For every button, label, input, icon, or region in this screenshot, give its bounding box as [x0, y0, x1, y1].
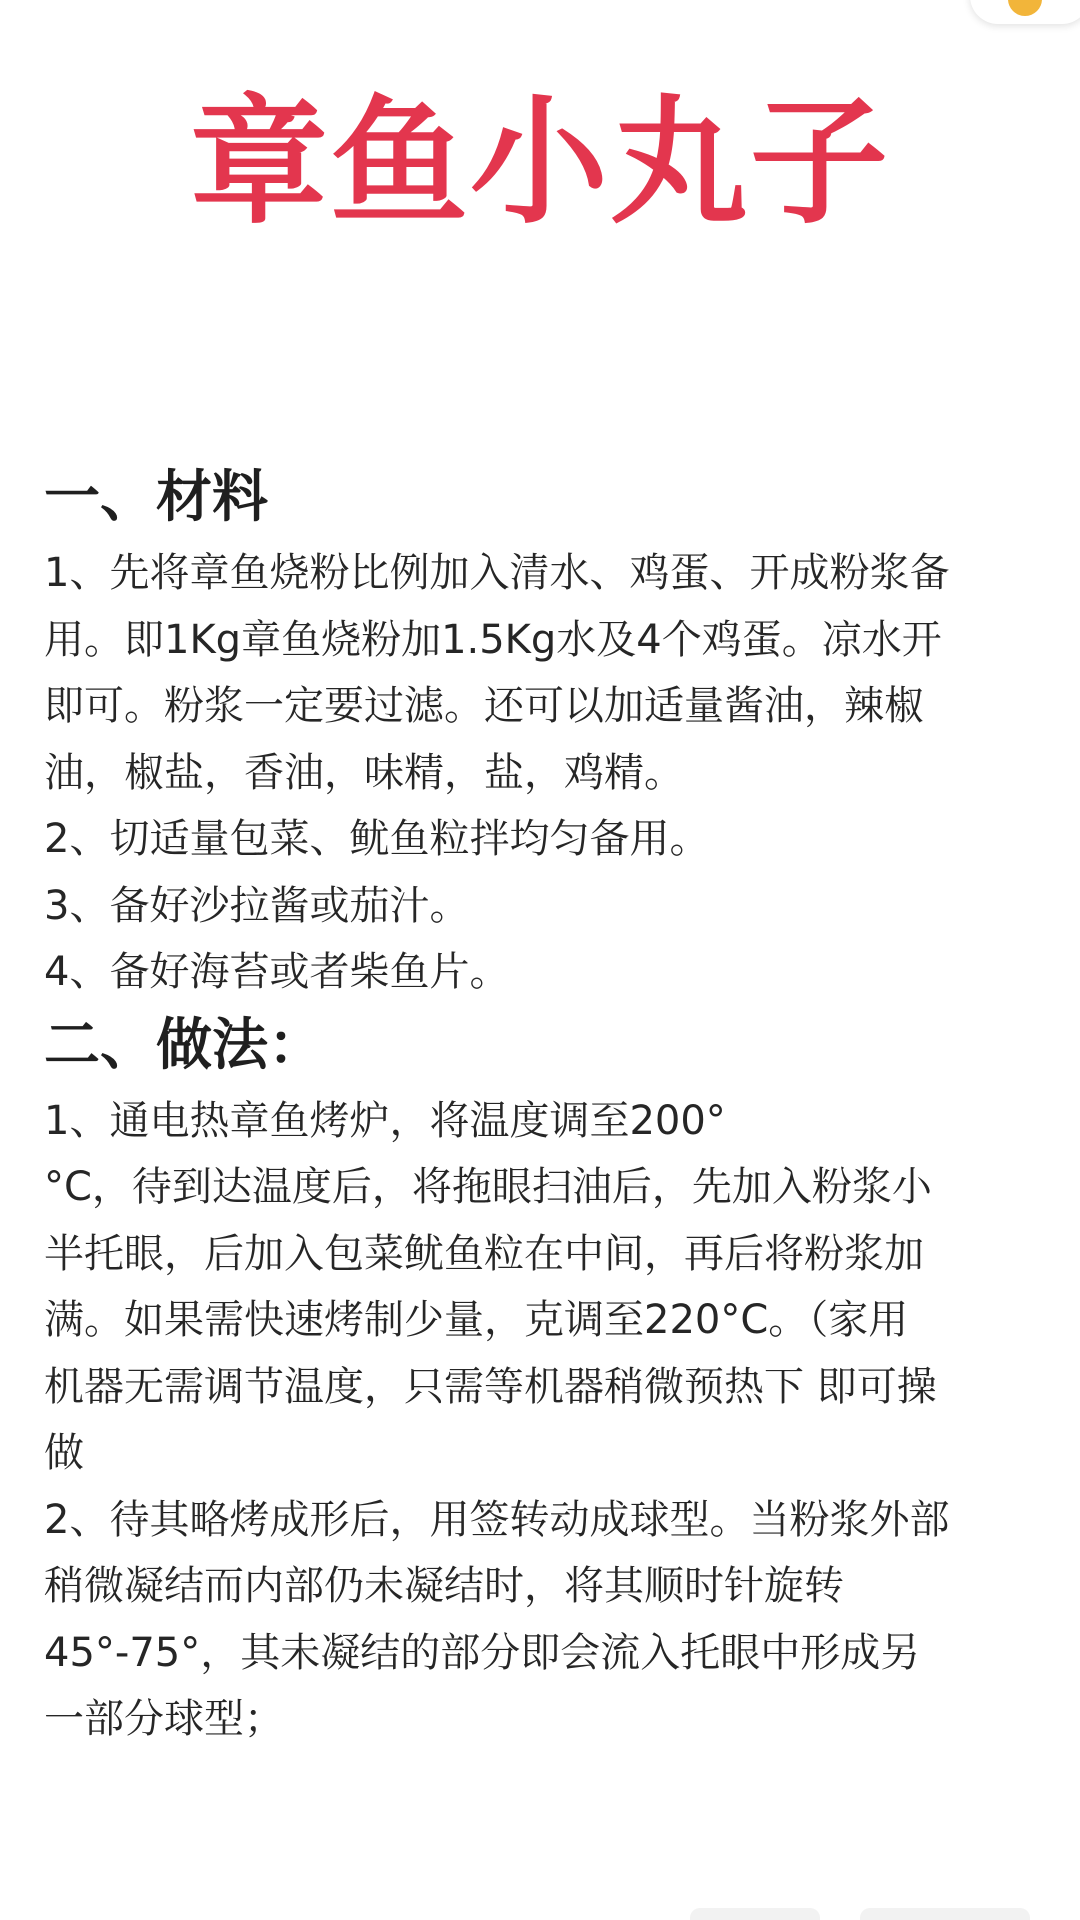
- bottom-bar-tab-right: [860, 1908, 1030, 1920]
- method-step-1: 1、通电热章鱼烤炉，将温度调至200° °C，待到达温度后，将拖眼扫油后，先加入粉浆小 半托眼，后加入包菜鱿鱼粒在中间，再后将粉浆加 满。如果需快速烤制少量，克调至220°C。（家用 机器无需调节温度，只需等机器稍微预热下 即可操 做: [44, 1097, 937, 1476]
- floating-widget-button[interactable]: [970, 0, 1080, 24]
- section-heading-materials: 一、材料: [44, 465, 268, 530]
- emoji-icon: [1008, 0, 1042, 16]
- materials-step-1: 1、先将章鱼烧粉比例加入清水、鸡蛋、开成粉浆备 用。即1Kg章鱼烧粉加1.5Kg水及4个鸡蛋。凉水开 即可。粉浆一定要过滤。还可以加适量酱油，辣椒 油，椒盐，香油，味精，盐，鸡精。: [44, 550, 950, 796]
- materials-step-2: 2、切适量包菜、鱿鱼粒拌均匀备用。: [44, 816, 710, 862]
- bottom-bar-tab-left: [690, 1908, 820, 1920]
- materials-step-3: 3、备好沙拉酱或茄汁。: [44, 882, 470, 929]
- section-heading-method: 二、做法：: [44, 1012, 324, 1078]
- materials-step-4: 4、备好海苔或者柴鱼片。: [44, 949, 510, 995]
- recipe-content: [44, 462, 1044, 1753]
- page-title: 章鱼小丸子: [189, 82, 890, 243]
- method-step-2: 2、待其略烤成形后，用签转动成球型。当粉浆外部 稍微凝结而内部仍未凝结时，将其顺时针旋转 45°-75°，其未凝结的部分即会流入托眼中形成另 一部分球型；: [44, 1496, 950, 1742]
